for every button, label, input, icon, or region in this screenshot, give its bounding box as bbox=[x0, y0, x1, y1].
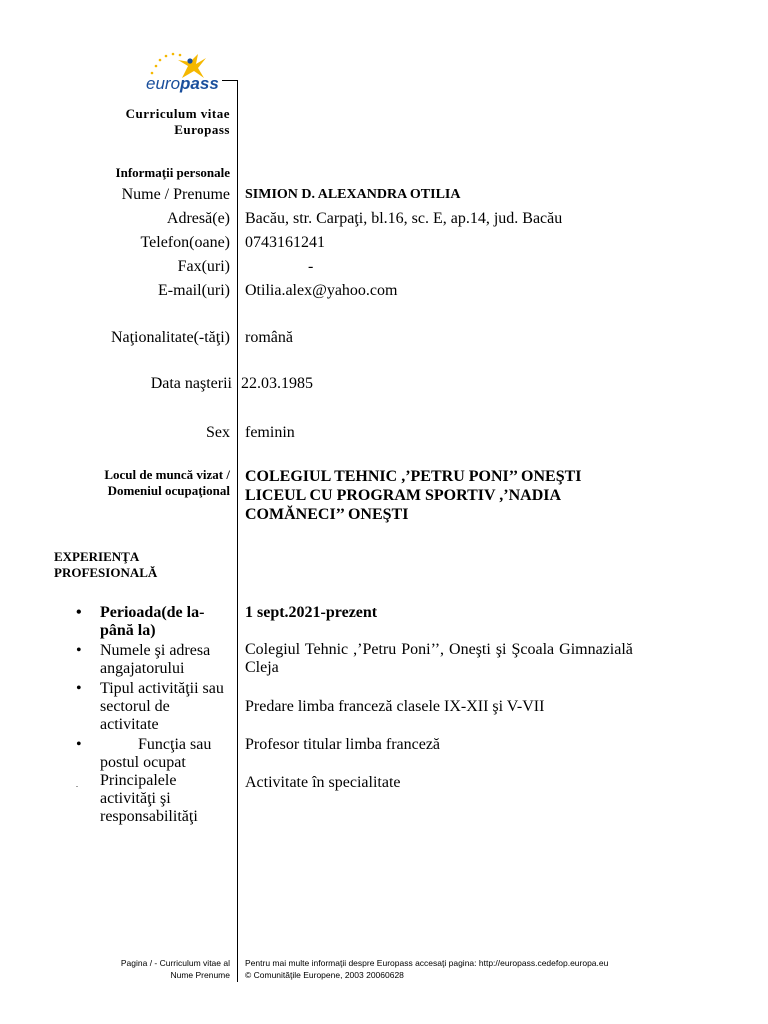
address-label: Adresă(e) bbox=[166, 210, 230, 227]
footer-name-label: Nume Prenume bbox=[170, 970, 230, 980]
footer-info-text: Pentru mai multe informaţii despre Europass accesaţi pagina: http://europass.cedefop.europa.eu bbox=[245, 958, 609, 968]
bullet-icon: • bbox=[76, 736, 82, 753]
list-item bbox=[76, 680, 226, 736]
job-target-line2: LICEUL CU PROGRAM SPORTIV ,’NADIA bbox=[245, 487, 562, 504]
email-value: Otilia.alex@yahoo.com bbox=[245, 282, 398, 299]
name-label: Nume / Prenume bbox=[121, 186, 230, 203]
list-item bbox=[76, 772, 226, 826]
period-value: 1 sept.2021-prezent bbox=[245, 604, 378, 621]
personal-section-title: Informaţii personale bbox=[115, 165, 230, 180]
footer-copyright-text: © Comunităţile Europene, 2003 20060628 bbox=[245, 970, 404, 980]
footer-left bbox=[121, 957, 230, 981]
cv-title-line2: Europass bbox=[174, 122, 230, 137]
job-target-label-line1: Locul de muncă vizat / bbox=[104, 467, 230, 482]
logo-text-pass: pass bbox=[180, 74, 219, 93]
experience-title-line2: PROFESIONALĂ bbox=[54, 565, 158, 580]
phone-label: Telefon(oane) bbox=[140, 234, 230, 251]
activity-value: Predare limba franceză clasele IX-XII şi V-VII bbox=[245, 698, 545, 715]
birthdate-value: 22.03.1985 bbox=[241, 375, 313, 392]
europass-logo bbox=[134, 52, 224, 96]
list-item bbox=[76, 736, 226, 774]
job-target-label bbox=[104, 467, 230, 499]
job-target-line3: COMĂNECI’’ ONEŞTI bbox=[245, 506, 409, 523]
cv-title-line1: Curriculum vitae bbox=[125, 106, 230, 121]
employer-value-line1: Colegiul Tehnic ,’Petru Poni’’, Oneşti şi Şcoala Gimnazială bbox=[245, 641, 633, 658]
list-item bbox=[76, 642, 226, 680]
bullet-icon: . bbox=[76, 780, 78, 789]
bullet-icon: • bbox=[76, 680, 82, 697]
bullet-icon: • bbox=[76, 642, 82, 659]
phone-value: 0743161241 bbox=[245, 234, 325, 251]
job-target-line1: COLEGIUL TEHNIC ,’PETRU PONI’’ ONEŞTI bbox=[245, 468, 582, 485]
period-label: Perioada(de la-până la) bbox=[100, 604, 205, 639]
employer-value bbox=[245, 641, 707, 677]
position-value: Profesor titular limba franceză bbox=[245, 736, 441, 753]
activity-type-label: Tipul activităţii sau sectorul de activitate bbox=[100, 680, 224, 733]
responsibilities-label: Principalele activităţi şi responsabilităţi bbox=[100, 772, 198, 825]
employer-value-line2: Cleja bbox=[245, 659, 279, 676]
responsibilities-value: Activitate în specialitate bbox=[245, 774, 401, 791]
nationality-label: Naţionalitate(-tăţi) bbox=[110, 329, 230, 346]
experience-labels-list bbox=[76, 604, 226, 826]
job-target-label-line2: Domeniul ocupaţional bbox=[107, 483, 230, 498]
nationality-value: română bbox=[245, 329, 293, 346]
logo-tick-line bbox=[222, 80, 237, 81]
column-divider bbox=[237, 80, 238, 982]
cv-title bbox=[126, 106, 230, 138]
footer-right bbox=[245, 957, 608, 981]
footer-page-label: Pagina / - Curriculum vitae al bbox=[120, 958, 230, 968]
list-item bbox=[76, 604, 226, 642]
name-value: SIMION D. ALEXANDRA OTILIA bbox=[245, 187, 461, 202]
email-label: E-mail(uri) bbox=[158, 282, 230, 299]
experience-section-title bbox=[54, 549, 157, 581]
address-value: Bacău, str. Carpaţi, bl.16, sc. E, ap.14, jud. Bacău bbox=[245, 210, 563, 227]
sex-label: Sex bbox=[206, 424, 230, 441]
fax-value: - bbox=[308, 258, 314, 275]
employer-label: Numele şi adresa angajatorului bbox=[100, 642, 211, 677]
bullet-icon: • bbox=[76, 604, 82, 621]
logo-text-euro: euro bbox=[146, 74, 181, 93]
job-target-value bbox=[245, 467, 582, 524]
fax-label: Fax(uri) bbox=[177, 258, 230, 275]
experience-title-line1: EXPERIENŢA bbox=[54, 549, 140, 564]
birthdate-label: Data naşterii bbox=[150, 375, 232, 392]
sex-value: feminin bbox=[245, 424, 295, 441]
position-label: Funcţia sau postul ocupat bbox=[100, 736, 212, 771]
